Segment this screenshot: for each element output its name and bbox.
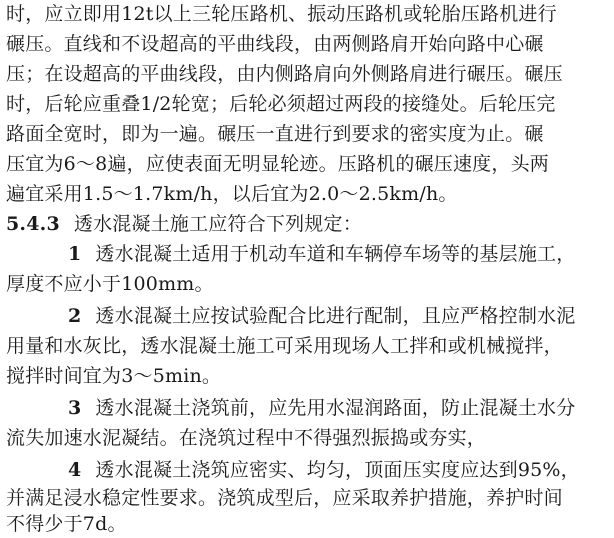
- list-item-first-line: [68, 394, 575, 422]
- list-item-line: 厚度不应小于100mm。: [6, 273, 214, 295]
- paragraph-line: 压宜为6～8遍，应使表面无明显轮迹。压路机的碾压速度，头两: [6, 153, 549, 175]
- item-text: 透水混凝土应按试验配合比进行配制，且应严格控制水泥: [95, 305, 576, 327]
- item-text: 透水混凝土适用于机动车道和车辆停车场等的基层施工，: [95, 243, 576, 265]
- section-text: 透水混凝土施工应符合下列规定：: [73, 213, 362, 235]
- list-item-first-line: [68, 456, 580, 484]
- list-item-line: 不得少于7d。: [6, 513, 127, 535]
- section-heading: [6, 210, 362, 238]
- section-number: 5.4.3: [6, 213, 60, 235]
- list-item-line: 流失加速水泥凝结。在浇筑过程中不得强烈振捣或夯实，: [6, 427, 487, 449]
- list-item-line: 用量和水灰比，透水混凝土施工可采用现场人工拌和或机械搅拌，: [6, 335, 563, 357]
- list-item-first-line: [68, 240, 575, 268]
- item-number: 1: [68, 243, 82, 265]
- paragraph-line: 时，后轮应重叠1/2轮宽；后轮必须超过两段的接缝处。后轮压完: [6, 93, 556, 115]
- item-number: 4: [68, 459, 82, 481]
- paragraph-line: 压；在设超高的平曲线段，由内侧路肩向外侧路肩进行碾压。碾压: [6, 63, 563, 85]
- item-text: 透水混凝土浇筑应密实、均匀，顶面压实度应达到95%，: [95, 459, 580, 481]
- list-item-line: 并满足浸水稳定性要求。浇筑成型后，应采取养护措施，养护时间: [6, 487, 563, 509]
- paragraph-line: 路面全宽时，即为一遍。碾压一直进行到要求的密实度为止。碾: [6, 123, 544, 145]
- list-item-first-line: [68, 302, 575, 330]
- item-number: 3: [68, 397, 82, 419]
- paragraph-line: 时，应立即用12t以上三轮压路机、振动压路机或轮胎压路机进行: [6, 3, 557, 25]
- list-item-line: 搅拌时间宜为3～5min。: [6, 365, 222, 387]
- item-number: 2: [68, 305, 82, 327]
- paragraph-line: 遍宜采用1.5～1.7km/h，以后宜为2.0～2.5km/h。: [6, 183, 458, 205]
- paragraph-line: 碾压。直线和不设超高的平曲线段，由两侧路肩开始向路中心碾: [6, 33, 544, 55]
- item-text: 透水混凝土浇筑前，应先用水湿润路面，防止混凝土水分: [95, 397, 576, 419]
